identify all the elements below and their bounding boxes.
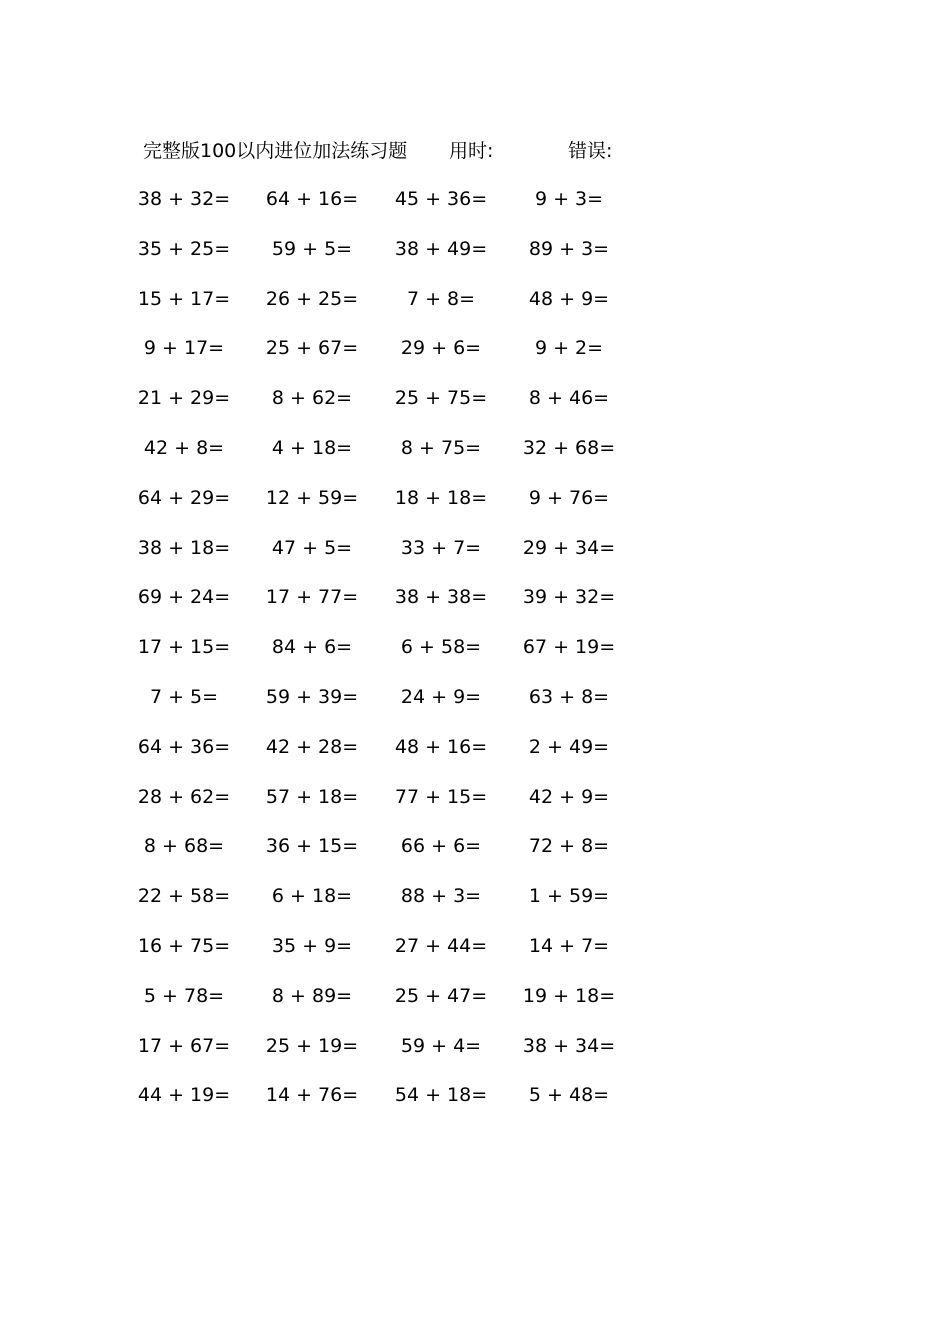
time-used-label: 用时: xyxy=(449,140,494,162)
problem-row xyxy=(0,1031,950,1081)
problem-row xyxy=(0,1080,950,1130)
addition-problem: 15 + 17= xyxy=(137,287,231,310)
addition-problem: 14 + 76= xyxy=(265,1084,359,1107)
problem-row xyxy=(0,383,950,433)
addition-problem: 6 + 58= xyxy=(400,636,482,659)
addition-problem: 25 + 47= xyxy=(394,984,488,1007)
problem-row xyxy=(0,682,950,732)
problem-row xyxy=(0,483,950,533)
addition-problem: 59 + 4= xyxy=(400,1034,482,1057)
addition-problem: 47 + 5= xyxy=(271,536,353,559)
addition-problem: 64 + 36= xyxy=(137,735,231,758)
problem-row xyxy=(0,234,950,284)
addition-problem: 18 + 18= xyxy=(394,486,488,509)
problem-row xyxy=(0,333,950,383)
addition-problem: 35 + 25= xyxy=(137,237,231,260)
addition-problem: 7 + 8= xyxy=(406,287,476,310)
addition-problem: 6 + 18= xyxy=(271,885,353,908)
addition-problem: 72 + 8= xyxy=(528,835,610,858)
addition-problem: 27 + 44= xyxy=(394,934,488,957)
addition-problem: 32 + 68= xyxy=(522,436,616,459)
addition-problem: 29 + 6= xyxy=(400,337,482,360)
worksheet-title: 完整版100以内进位加法练习题 xyxy=(143,140,408,162)
addition-problem: 38 + 32= xyxy=(137,188,231,210)
addition-problem: 38 + 34= xyxy=(522,1034,616,1057)
problem-row xyxy=(0,433,950,483)
addition-problem: 8 + 89= xyxy=(271,984,353,1007)
addition-problem: 57 + 18= xyxy=(265,785,359,808)
addition-problem: 12 + 59= xyxy=(265,486,359,509)
addition-problem: 38 + 49= xyxy=(394,237,488,260)
problem-row xyxy=(0,732,950,782)
addition-problem: 36 + 15= xyxy=(265,835,359,858)
addition-problem: 84 + 6= xyxy=(271,636,353,659)
addition-problem: 24 + 9= xyxy=(400,685,482,708)
problem-row xyxy=(0,831,950,881)
addition-problem: 89 + 3= xyxy=(528,237,610,260)
problem-row xyxy=(0,284,950,334)
addition-problem: 8 + 62= xyxy=(271,387,353,410)
addition-problem: 21 + 29= xyxy=(137,387,231,410)
addition-problem: 88 + 3= xyxy=(400,885,482,908)
addition-problem: 63 + 8= xyxy=(528,685,610,708)
addition-problem: 59 + 39= xyxy=(265,685,359,708)
addition-problem: 17 + 67= xyxy=(137,1034,231,1057)
addition-problem: 42 + 28= xyxy=(265,735,359,758)
addition-problem: 9 + 17= xyxy=(143,337,225,360)
addition-problem: 54 + 18= xyxy=(394,1084,488,1107)
addition-problem: 9 + 3= xyxy=(534,188,604,210)
addition-problem: 25 + 75= xyxy=(394,387,488,410)
addition-problem: 8 + 75= xyxy=(400,436,482,459)
addition-problem: 1 + 59= xyxy=(528,885,610,908)
addition-problem: 25 + 19= xyxy=(265,1034,359,1057)
addition-problem: 22 + 58= xyxy=(137,885,231,908)
addition-problem: 77 + 15= xyxy=(394,785,488,808)
addition-problem: 8 + 46= xyxy=(528,387,610,410)
addition-problem: 44 + 19= xyxy=(137,1084,231,1107)
addition-problem: 8 + 68= xyxy=(143,835,225,858)
addition-problem: 39 + 32= xyxy=(522,586,616,609)
addition-problem: 9 + 2= xyxy=(534,337,604,360)
worksheet-header xyxy=(0,136,950,166)
error-count-label: 错误: xyxy=(568,140,613,162)
problem-row xyxy=(0,782,950,832)
addition-problem: 29 + 34= xyxy=(522,536,616,559)
addition-problem: 33 + 7= xyxy=(400,536,482,559)
addition-problem: 48 + 16= xyxy=(394,735,488,758)
addition-problem: 5 + 48= xyxy=(528,1084,610,1107)
problem-row xyxy=(0,931,950,981)
addition-problem: 26 + 25= xyxy=(265,287,359,310)
addition-problem: 64 + 29= xyxy=(137,486,231,509)
problem-row xyxy=(0,582,950,632)
addition-problem: 19 + 18= xyxy=(522,984,616,1007)
addition-problem: 66 + 6= xyxy=(400,835,482,858)
problem-row xyxy=(0,881,950,931)
addition-problem: 2 + 49= xyxy=(528,735,610,758)
addition-problem: 14 + 7= xyxy=(528,934,610,957)
problem-row xyxy=(0,632,950,682)
addition-problem: 28 + 62= xyxy=(137,785,231,808)
addition-problem: 16 + 75= xyxy=(137,934,231,957)
addition-problem: 4 + 18= xyxy=(271,436,353,459)
addition-problem: 38 + 38= xyxy=(394,586,488,609)
addition-problem: 25 + 67= xyxy=(265,337,359,360)
addition-problem: 45 + 36= xyxy=(394,188,488,210)
addition-problem: 35 + 9= xyxy=(271,934,353,957)
problem-grid xyxy=(0,184,950,1130)
addition-problem: 67 + 19= xyxy=(522,636,616,659)
addition-problem: 42 + 8= xyxy=(143,436,225,459)
problem-row xyxy=(0,533,950,583)
addition-problem: 42 + 9= xyxy=(528,785,610,808)
addition-problem: 38 + 18= xyxy=(137,536,231,559)
addition-problem: 17 + 77= xyxy=(265,586,359,609)
addition-problem: 5 + 78= xyxy=(143,984,225,1007)
problem-row xyxy=(0,981,950,1031)
addition-problem: 64 + 16= xyxy=(265,188,359,210)
addition-problem: 9 + 76= xyxy=(528,486,610,509)
addition-problem: 7 + 5= xyxy=(149,685,219,708)
problem-row xyxy=(0,184,950,234)
addition-problem: 59 + 5= xyxy=(271,237,353,260)
addition-problem: 69 + 24= xyxy=(137,586,231,609)
addition-problem: 48 + 9= xyxy=(528,287,610,310)
addition-problem: 17 + 15= xyxy=(137,636,231,659)
